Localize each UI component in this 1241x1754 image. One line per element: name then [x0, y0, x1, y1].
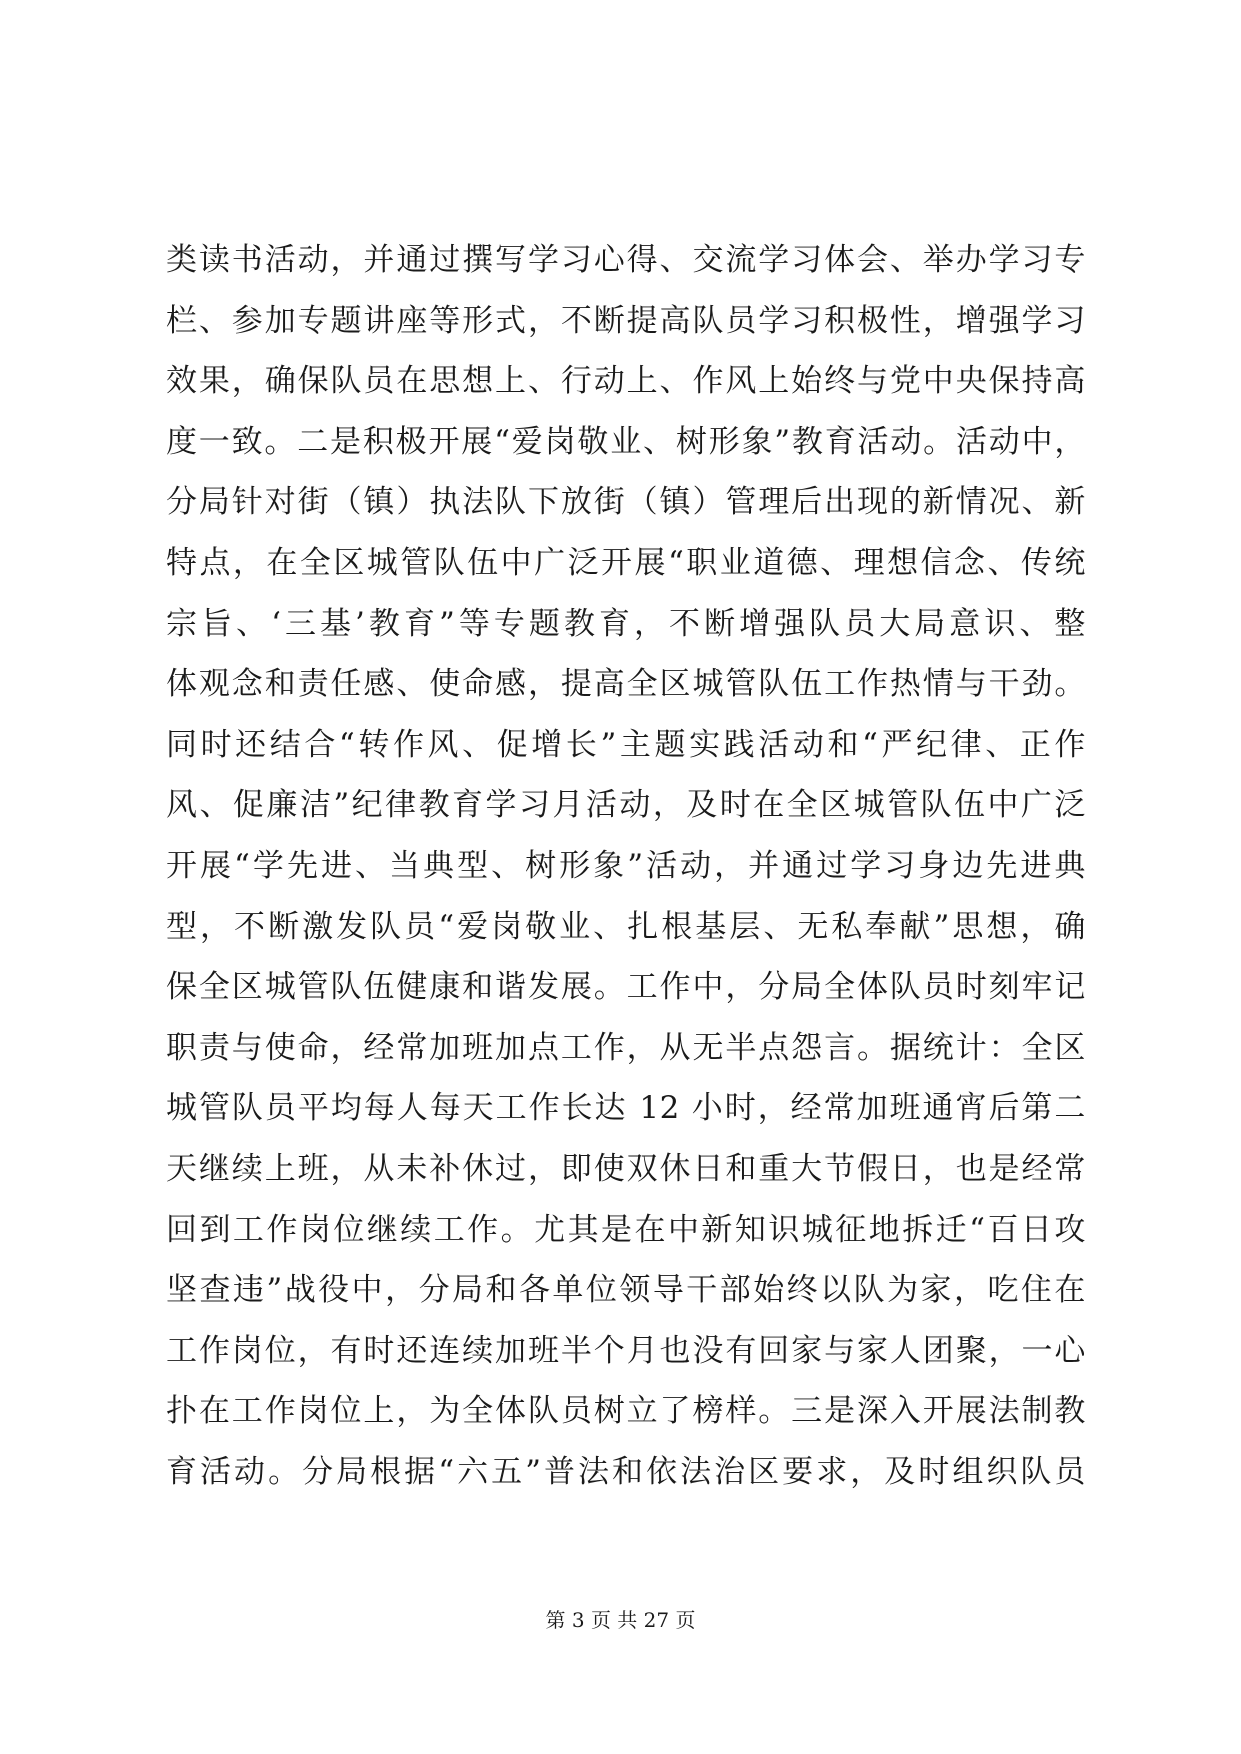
- body-text: [166, 230, 1086, 1502]
- text-line: 育活动。分局根据“六五”普法和依法治区要求，及时组织队员: [166, 1453, 1086, 1490]
- page-footer: 第 3 页 共 27 页: [545, 1608, 696, 1632]
- text-line: 同时还结合“转作风、促增长”主题实践活动和“严纪律、正作: [166, 726, 1086, 763]
- text-line: 回到工作岗位继续工作。尤其是在中新知识城征地拆迁“百日攻: [166, 1211, 1086, 1248]
- text-line: 特点，在全区城管队伍中广泛开展“职业道德、理想信念、传统: [166, 544, 1086, 581]
- text-line: 分局针对街（镇）执法队下放街（镇）管理后出现的新情况、新: [166, 484, 1086, 521]
- text-line: 城管队员平均每人每天工作长达 12 小时，经常加班通宵后第二: [166, 1090, 1086, 1127]
- text-line: 类读书活动，并通过撰写学习心得、交流学习体会、举办学习专: [166, 242, 1086, 278]
- text-line: 风、促廉洁”纪律教育学习月活动，及时在全区城管队伍中广泛: [166, 787, 1086, 824]
- text-line: 职责与使命，经常加班加点工作，从无半点怨言。据统计：全区: [166, 1029, 1086, 1066]
- text-line: 宗旨、‘三基’教育”等专题教育，不断增强队员大局意识、整: [166, 605, 1086, 642]
- text-line: 天继续上班，从未补休过，即使双休日和重大节假日，也是经常: [166, 1150, 1086, 1187]
- text-line: 效果，确保队员在思想上、行动上、作风上始终与党中央保持高: [166, 363, 1086, 400]
- text-line: 工作岗位，有时还连续加班半个月也没有回家与家人团聚，一心: [166, 1332, 1086, 1369]
- text-line: 栏、参加专题讲座等形式，不断提高队员学习积极性，增强学习: [166, 302, 1086, 339]
- text-line: 保全区城管队伍健康和谐发展。工作中，分局全体队员时刻牢记: [166, 969, 1086, 1006]
- text-line: 扑在工作岗位上，为全体队员树立了榜样。三是深入开展法制教: [166, 1393, 1086, 1430]
- text-line: 度一致。二是积极开展“爱岗敬业、树形象”教育活动。活动中，: [166, 423, 1086, 460]
- text-line: 型，不断激发队员“爱岗敬业、扎根基层、无私奉献”思想，确: [166, 908, 1086, 945]
- text-line: 体观念和责任感、使命感，提高全区城管队伍工作热情与干劲。: [166, 666, 1086, 703]
- text-line: 开展“学先进、当典型、树形象”活动，并通过学习身边先进典: [166, 847, 1086, 884]
- text-line: 坚查违”战役中，分局和各单位领导干部始终以队为家，吃住在: [166, 1272, 1086, 1309]
